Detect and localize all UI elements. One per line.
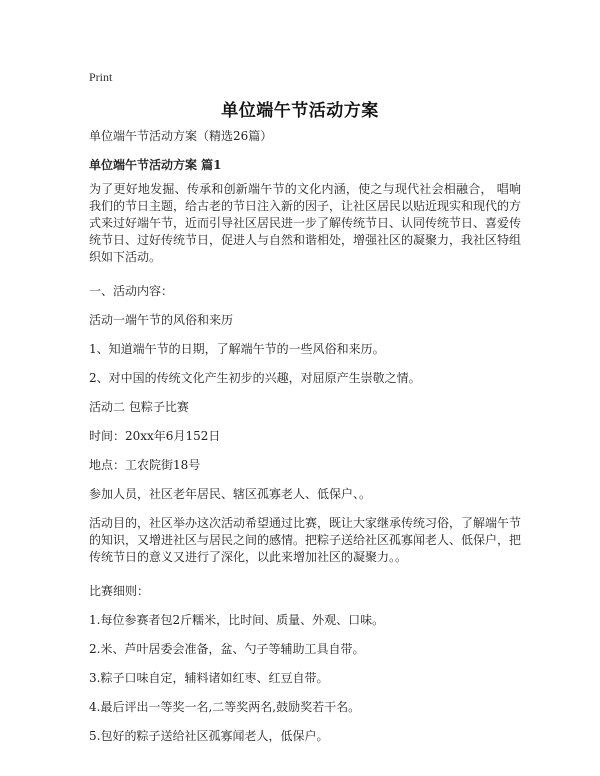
rules-line: 4.最后评出一等奖一名,二等奖两名,鼓励奖若干名。 (89, 700, 361, 714)
content-line: 2、对中国的传统文化产生初步的兴趣，对屈原产生崇敬之情。 (89, 371, 421, 385)
intro-paragraph: 为了更好地发掘、传承和创新端午节的文化内涵，使之与现代社会相融合， 唱响我们的节日主题，给古老的节日注入新的因子，让社区居民以贴近现实和现代的方式来过好端午节，近而引导社区居民进一步了解传统节日、认同传统节日、喜爱传统节日、过好传统节日，促进人与自然和谐相处，增强社区的凝聚力，我社区特组织如下活动。 (89, 182, 522, 264)
document-title: 单位端午节活动方案 (221, 101, 379, 121)
rules-line: 1.每位参赛者包2斤糯米，比时间、质量、外观、口味。 (89, 613, 385, 627)
content-line: 地点：工农院街18号 (89, 458, 201, 472)
content-line: 活动一端午节的风俗和来历 (89, 313, 234, 327)
print-label[interactable]: Print (89, 70, 113, 84)
rules-line: 2.米、芦叶居委会准备，盆、勺子等辅助工具自带。 (89, 642, 365, 656)
rules-line: 5.包好的粽子送给社区孤寡闻老人，低保户。 (89, 729, 329, 743)
rules-line: 3.粽子口味自定，辅料诸如红枣、红豆自带。 (89, 671, 329, 685)
purpose-paragraph: 活动目的，社区举办这次活动希望通过比赛，既让大家继承传统习俗，了解端午节的知识，又增进社区与居民之间的感情。把粽子送给社区孤寡闻老人、低保户，把传统节日的意义又进行了深化，以此来增加社区的凝聚力。。 (89, 516, 522, 564)
rules-line: 比赛细则： (89, 584, 150, 598)
content-line: 一、活动内容： (89, 284, 174, 298)
document-subtitle: 单位端午节活动方案（精选26篇） (89, 129, 273, 143)
content-line: 活动二 包粽子比赛 (89, 400, 189, 414)
document-body (89, 128, 521, 757)
content-line: 1、知道端午节的日期，了解端午节的一些风俗和来历。 (89, 342, 385, 356)
content-line: 参加人员，社区老年居民、辖区孤寡老人、低保户、。 (89, 487, 372, 501)
section-heading: 单位端午节活动方案 篇1 (89, 158, 222, 172)
content-line: 时间：20xx年6月152日 (89, 429, 221, 443)
